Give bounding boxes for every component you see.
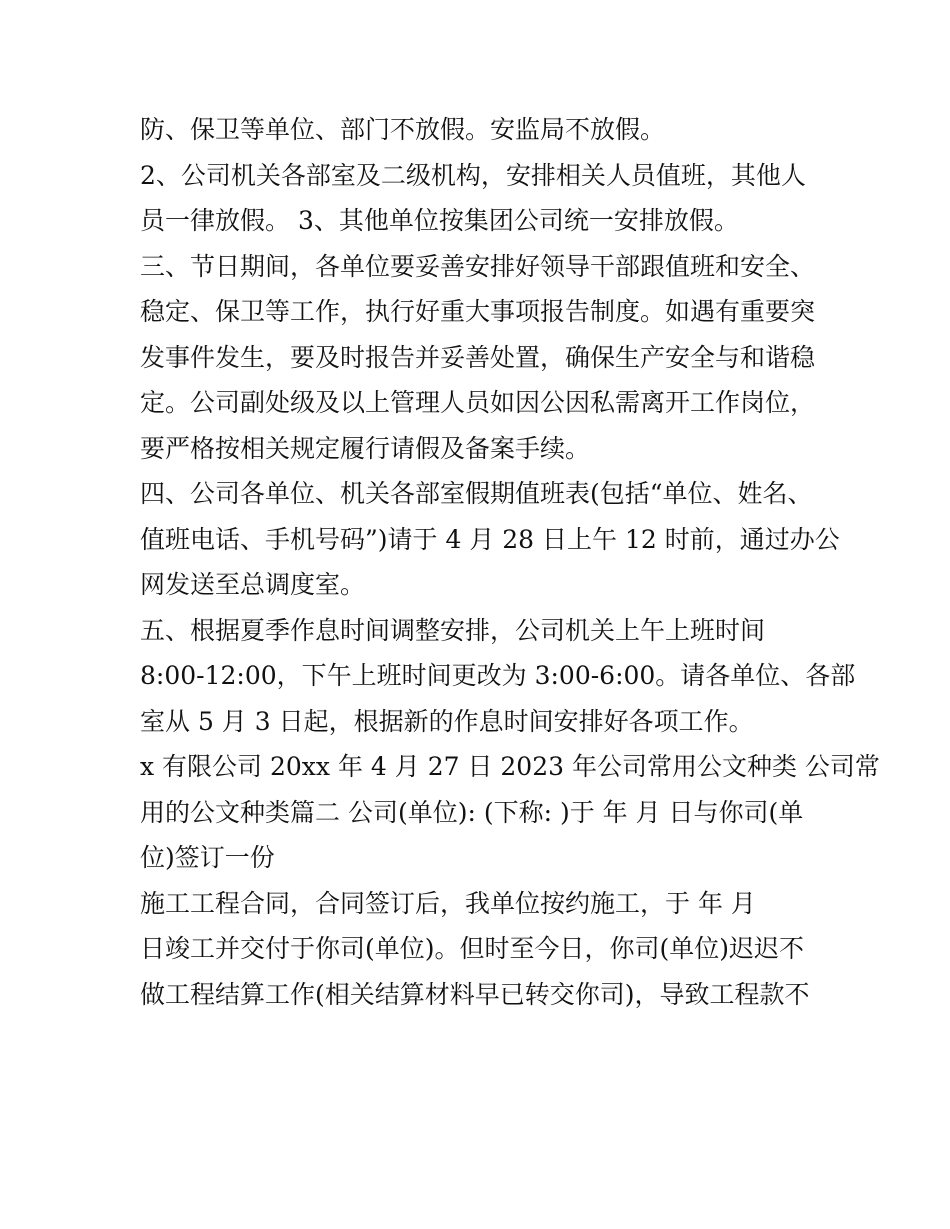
- document-body: [140, 107, 880, 1017]
- text-line: 网发送至总调度室。: [140, 570, 366, 599]
- text-line: 稳定、保卫等工作，执行好重大事项报告制度。如遇有重要突: [140, 297, 816, 326]
- text-line: 要严格按相关规定履行请假及备案手续。: [140, 433, 591, 463]
- text-line: 发事件发生，要及时报告并妥善处置，确保生产安全与和谐稳: [140, 342, 816, 372]
- text-line: 三、节日期间，各单位要妥善安排好领导干部跟值班和安全、: [140, 251, 816, 281]
- text-line: 2、公司机关各部室及二级机构，安排相关人员值班，其他人: [140, 160, 806, 190]
- text-line: 室从 5 月 3 日起，根据新的作息时间安排好各项工作。: [140, 706, 754, 736]
- text-line: 用的公文种类篇二 公司(单位): (下称: )于 年 月 日与你司(单: [140, 797, 804, 827]
- text-line: 做工程结算工作(相关结算材料早已转交你司)，导致工程款不: [140, 979, 810, 1009]
- text-line: 位)签订一份: [140, 843, 275, 872]
- text-line: 四、公司各单位、机关各部室假期值班表(包括“单位、姓名、: [140, 479, 813, 508]
- text-line: 定。公司副处级及以上管理人员如因公因私需离开工作岗位，: [140, 388, 816, 417]
- text-line: x 有限公司 20xx 年 4 月 27 日 2023 年公司常用公文种类 公司常: [140, 752, 880, 781]
- text-line: 防、保卫等单位、部门不放假。安监局不放假。: [140, 115, 666, 144]
- text-line: 五、根据夏季作息时间调整安排，公司机关上午上班时间: [140, 615, 766, 645]
- text-line: 8:00-12:00，下午上班时间更改为 3:00-6:00。请各单位、各部: [140, 661, 856, 690]
- text-line: 员一律放假。 3、其他单位按集团公司统一安排放假。: [140, 206, 739, 235]
- text-line: 值班电话、手机号码”)请于 4 月 28 日上午 12 时前，通过办公: [140, 524, 840, 554]
- text-line: 日竣工并交付于你司(单位)。但时至今日，你司(单位)迟迟不: [140, 934, 805, 963]
- text-line: 施工工程合同，合同签订后，我单位按约施工，于 年 月: [140, 888, 756, 918]
